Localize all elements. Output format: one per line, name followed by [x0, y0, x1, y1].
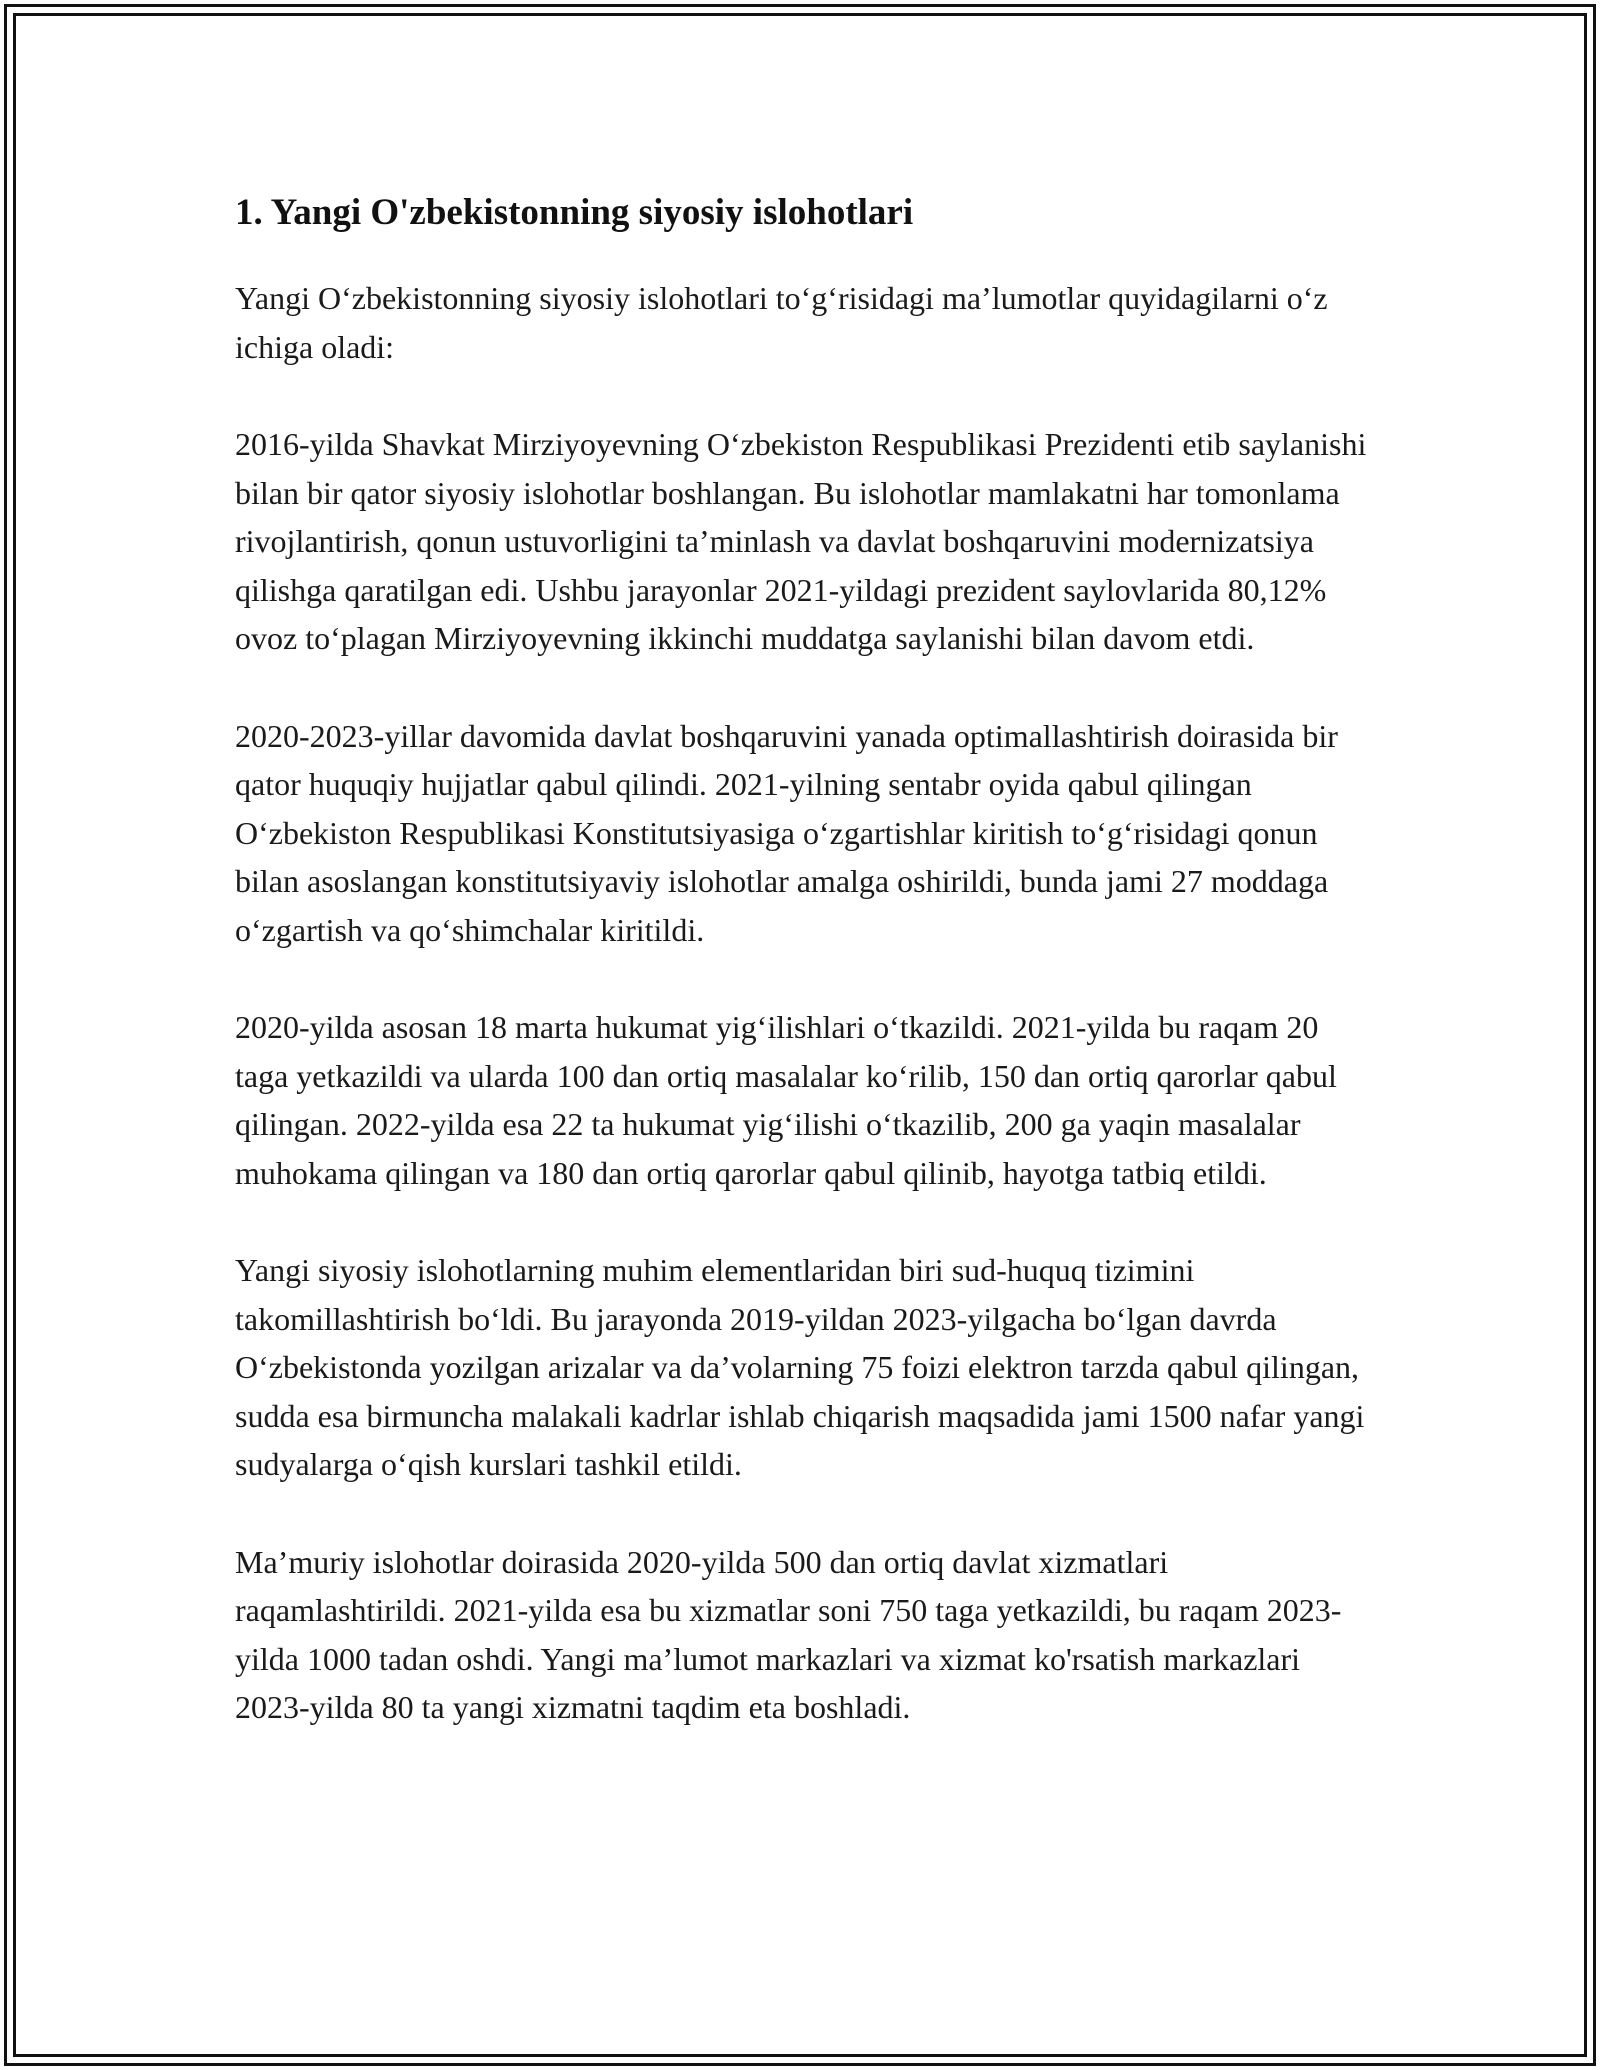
paragraph-administrative-reform: Ma’muriy islohotlar doirasida 2020-yilda 500 dan ortiq davlat xizmatlari raqamlashtirildi. 2021-yilda esa bu xizmatlar soni 750 taga yetkazildi, bu raqam 2023-yilda 1000 tadan oshdi. Yangi ma’lumot markazlari va xizmat ko'rsatish markazlari 2023-yilda 80 ta yangi xizmatni taqdim eta boshladi. [235, 1543, 1342, 1725]
document-body [235, 188, 1375, 1781]
paragraph-government-meetings: 2020-yilda asosan 18 marta hukumat yig‘ilishlari o‘tkazildi. 2021-yilda bu raqam 20 taga yetkazildi va ularda 100 dan ortiq masalalar ko‘rilib, 150 dan ortiq qarorlar qabul qilingan. 2022-yilda esa 22 ta hukumat yig‘ilishi o‘tkazilib, 200 ga yaqin masalalar muhokama qilingan va 180 dan ortiq qarorlar qabul qilinib, hayotga tatbiq etildi. [235, 1009, 1337, 1191]
document-title: 1. Yangi O'zbekistonning siyosiy islohotlari [235, 192, 914, 233]
paragraph-presidency: 2016-yilda Shavkat Mirziyoyevning O‘zbekiston Respublikasi Prezidenti etib saylanishi bilan bir qator siyosiy islohotlar boshlangan. Bu islohotlar mamlakatni har tomonlama rivojlantirish, qonun ustuvorligini ta’minlash va davlat boshqaruvini modernizatsiya qilishga qaratilgan edi. Ushbu jarayonlar 2021-yildagi prezident saylovlarida 80,12% ovoz to‘plagan Mirziyoyevning ikkinchi muddatga saylanishi bilan davom etdi. [235, 426, 1367, 656]
paragraph-judicial-reform: Yangi siyosiy islohotlarning muhim elementlaridan biri sud-huquq tizimini takomillashtirish bo‘ldi. Bu jarayonda 2019-yildan 2023-yilgacha bo‘lgan davrda O‘zbekistonda yozilgan arizalar va da’volarning 75 foizi elektron tarzda qabul qilingan, sudda esa birmuncha malakali kadrlar ishlab chiqarish maqsadida jami 1500 nafar yangi sudyalarga o‘qish kurslari tashkil etildi. [235, 1252, 1365, 1482]
paragraph-intro: Yangi O‘zbekistonning siyosiy islohotlari to‘g‘risidagi ma’lumotlar quyidagilarni o‘z ichiga oladi: [235, 280, 1328, 365]
paragraph-constitution: 2020-2023-yillar davomida davlat boshqaruvini yanada optimallashtirish doirasida bir qator huquqiy hujjatlar qabul qilindi. 2021-yilning sentabr oyida qabul qilingan O‘zbekiston Respublikasi Konstitutsiyasiga o‘zgartishlar kiritish to‘g‘risidagi qonun bilan asoslangan konstitutsiyaviy islohotlar amalga oshirildi, bunda jami 27 moddaga o‘zgartish va qo‘shimchalar kiritildi. [235, 717, 1338, 948]
